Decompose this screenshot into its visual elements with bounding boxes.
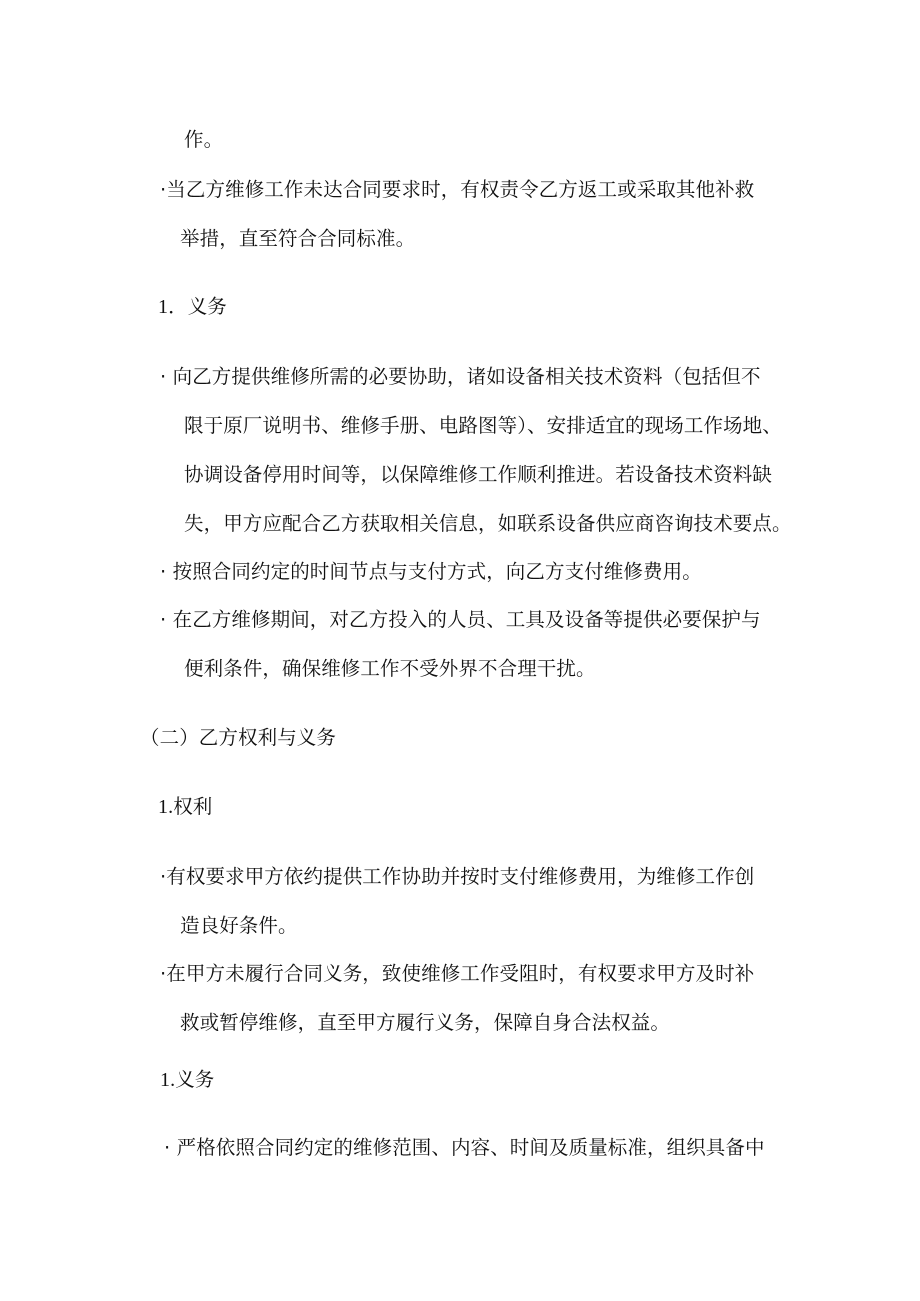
bullet-item-line: 救或暂停维修，直至甲方履行义务，保障自身合法权益。 <box>180 1011 671 1034</box>
bullet-item-line: · 按照合同约定的时间节点与支付方式，向乙方支付维修费用。 <box>160 560 702 583</box>
heading-number: 1. <box>158 796 174 818</box>
bullet-item-line: 举措，直至符合合同标准。 <box>180 227 416 250</box>
bullet-item-line: 失，甲方应配合乙方获取相关信息，如联系设备供应商咨询技术要点。 <box>184 512 792 535</box>
subsection-heading-rights <box>158 794 212 820</box>
bullet-item-line: 造良好条件。 <box>180 914 298 937</box>
heading-number: 1 <box>158 296 169 318</box>
bullet-item-line: · 在乙方维修期间，对乙方投入的人员、工具及设备等提供必要保护与 <box>160 608 761 631</box>
section-heading-obligations <box>158 294 227 320</box>
heading-text: ．义务 <box>168 295 227 318</box>
heading-text: 权利 <box>173 795 213 818</box>
bullet-item-line: · 向乙方提供维修所需的必要协助，诸如设备相关技术资料（包括但不 <box>160 365 761 388</box>
paragraph-continuation: 作。 <box>184 128 224 151</box>
section-heading-party-b: （二）乙方权利与义务 <box>140 726 337 749</box>
subsection-heading-obligations <box>160 1067 214 1093</box>
bullet-item-line: 限于原厂说明书、维修手册、电路图等）、安排适宜的现场工作场地、 <box>184 414 782 437</box>
bullet-item-line: ·当乙方维修工作未达合同要求时，有权责令乙方返工或采取其他补救 <box>160 178 755 201</box>
bullet-item-line: ·有权要求甲方依约提供工作协助并按时支付维修费用，为维修工作创 <box>160 865 755 888</box>
bullet-item-line: ·在甲方未履行合同义务，致使维修工作受阻时，有权要求甲方及时补 <box>160 962 755 985</box>
bullet-item-line: · 严格依照合同约定的维修范围、内容、时间及质量标准，组织具备中 <box>164 1136 765 1159</box>
bullet-item-line: 协调设备停用时间等，以保障维修工作顺利推进。若设备技术资料缺 <box>184 463 773 486</box>
heading-number: 1. <box>160 1069 176 1091</box>
bullet-item-line: 便利条件，确保维修工作不受外界不合理干扰。 <box>184 657 596 680</box>
heading-text: 义务 <box>175 1068 215 1091</box>
